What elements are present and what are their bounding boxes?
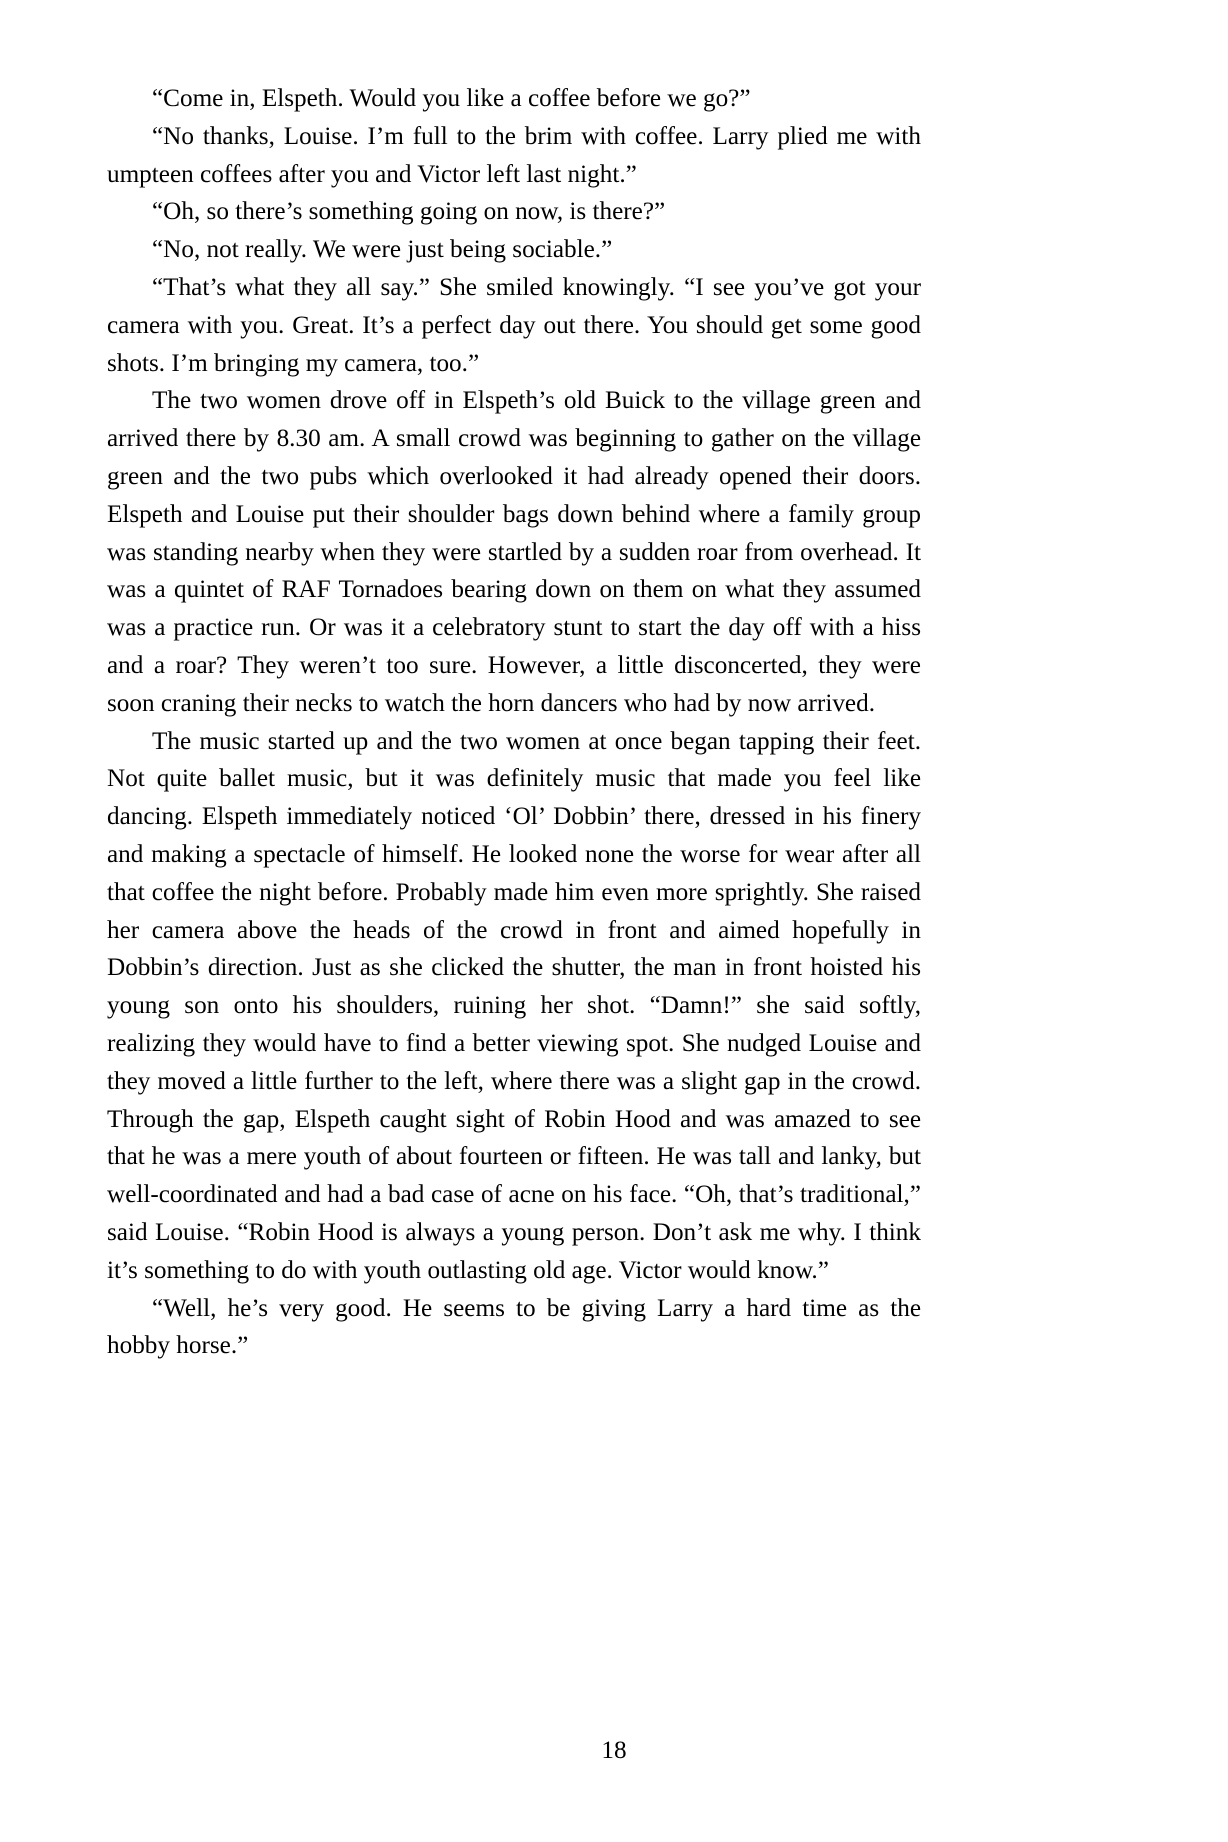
paragraph: “No thanks, Louise. I’m full to the brim with coffee. Larry plied me with umpteen coffees after you and Victor left last night.” [107, 122, 921, 188]
paragraph: “Oh, so there’s something going on now, is there?” [152, 198, 666, 226]
paragraph: “Come in, Elspeth. Would you like a coffee before we go?” [152, 85, 751, 112]
paragraph: “Well, he’s very good. He seems to be giving Larry a hard time as the hobby horse.” [107, 1294, 921, 1360]
page-body-text [107, 80, 921, 1365]
paragraph: The two women drove off in Elspeth’s old Buick to the village green and arrived there by 8.30 am. A small crowd was beginning to gather on the village green and the two pubs which overlooked it had already opened their doors. Elspeth and Louise put their shoulder bags down behind where a family group was standing nearby when they were startled by a sudden roar from overhead. It was a quintet of RAF Tornadoes bearing down on them on what they assumed was a practice run. Or was it a celebratory stunt to start the day off with a hiss and a roar? They weren’t too sure. However, a little disconcerted, they were soon craning their necks to watch the horn dancers who had by now arrived. [107, 387, 921, 717]
paragraph: The music started up and the two women at once began tapping their feet. Not quite ballet music, but it was definitely music that made you feel like dancing. Elspeth immediately noticed ‘Ol’ Dobbin’ there, dressed in his finery and making a spectacle of himself. He looked none the worse for wear after all that coffee the night before. Probably made him even more sprightly. She raised her camera above the heads of the crowd in front and aimed hopefully in Dobbin’s direction. Just as she clicked the shutter, the man in front hoisted his young son onto his shoulders, ruining her shot. “Damn!” she said softly, realizing they would have to find a better viewing spot. She nudged Louise and they moved a little further to the left, where there was a slight gap in the crowd. Through the gap, Elspeth caught sight of Robin Hood and was amazed to see that he was a mere youth of about fourteen or fifteen. He was tall and lanky, but well-coordinated and had a bad case of acne on his face. “Oh, that’s traditional,” said Louise. “Robin Hood is always a young person. Don’t ask me why. I think it’s something to do with youth outlasting old age. Victor would know.” [107, 727, 921, 1284]
paragraph: “No, not really. We were just being sociable.” [152, 236, 613, 264]
page-number: 18 [601, 1737, 627, 1764]
paragraph: “That’s what they all say.” She smiled knowingly. “I see you’ve got your camera with you. Great. It’s a perfect day out there. You should get some good shots. I’m bringing my camera, too.” [107, 273, 921, 377]
